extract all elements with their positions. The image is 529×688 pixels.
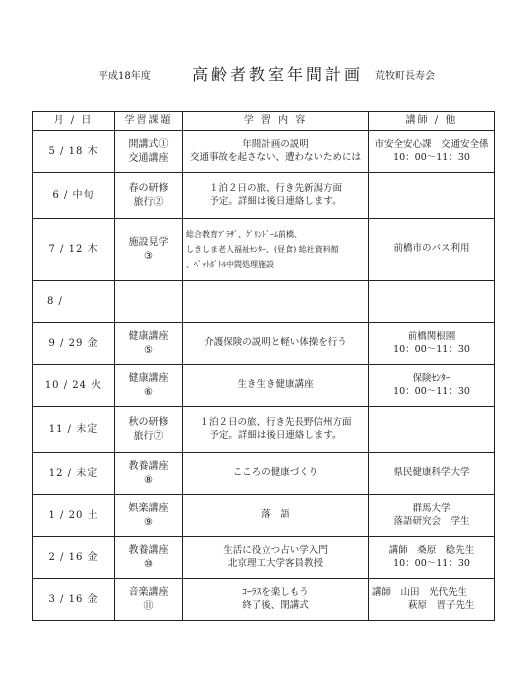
row-content: 総合教育ﾌﾟﾗｻﾞ、ｸﾞﾘﾝﾄﾞｰﾑ前橋、 しきしま老人福祉ｾﾝﾀｰ、(昼食) 総社資料館 、ﾍﾟｯﾄﾎﾞﾄﾙ中間処理施設 (183, 219, 369, 281)
row-content: 落 語 (183, 495, 369, 537)
annual-plan-table (32, 111, 495, 621)
row-teacher (369, 281, 495, 323)
table-row (33, 323, 495, 365)
row-subject: 音楽講座 ⑪ (115, 579, 183, 621)
row-date: 1 / 20 土 (33, 495, 115, 537)
row-date: 3 / 16 金 (33, 579, 115, 621)
organization-name: 荒牧町長寿会 (375, 71, 435, 82)
table-row (33, 407, 495, 453)
row-teacher: 講師 山田 光代先生 萩原 晋子先生 (369, 579, 495, 621)
row-subject (115, 281, 183, 323)
table-row (33, 453, 495, 495)
row-date: 9 / 29 金 (33, 323, 115, 365)
row-teacher: 市安全安心課 交通安全係 10：00～11：30 (369, 131, 495, 173)
row-subject: 開講式① 交通講座 (115, 131, 183, 173)
row-date: 11 / 未定 (33, 407, 115, 453)
row-subject: 教養講座 ⑩ (115, 537, 183, 579)
row-date: 5 / 18 木 (33, 131, 115, 173)
row-subject: 教養講座 ⑧ (115, 453, 183, 495)
row-date: 6 / 中旬 (33, 173, 115, 219)
row-teacher: 講師 桑原 稔先生 10：00～11：30 (369, 537, 495, 579)
column-header-date: 月 / 日 (33, 112, 115, 131)
row-subject: 娯楽講座 ⑨ (115, 495, 183, 537)
row-content (183, 281, 369, 323)
row-content: こころの健康づくり (183, 453, 369, 495)
table-header-row (33, 112, 495, 131)
row-content: １泊２日の旅、行き先長野信州方面 予定。詳細は後日連絡します。 (183, 407, 369, 453)
row-subject: 健康講座 ⑥ (115, 365, 183, 407)
fiscal-year: 平成18年度 (98, 71, 151, 82)
column-header-teacher: 講師 / 他 (369, 112, 495, 131)
row-content: 生き生き健康講座 (183, 365, 369, 407)
row-content: ｺｰﾗｽを楽しもう 終了後、閉講式 (183, 579, 369, 621)
document-title: 高齢者教室年間計画 (192, 65, 364, 84)
row-subject: 施設見学 ③ (115, 219, 183, 281)
row-subject: 健康講座 ⑤ (115, 323, 183, 365)
table-row (33, 365, 495, 407)
row-teacher: 群馬大学 落語研究会 学生 (369, 495, 495, 537)
row-content: 介護保険の説明と軽い体操を行う (183, 323, 369, 365)
document-header (0, 62, 529, 84)
row-content: 年間計画の説明 交通事故を起さない、遭わないためには (183, 131, 369, 173)
row-teacher (369, 407, 495, 453)
column-header-content: 学 習 内 容 (183, 112, 369, 131)
row-date: 10 / 24 火 (33, 365, 115, 407)
row-subject: 春の研修 旅行② (115, 173, 183, 219)
row-teacher: 前橋市のバス利用 (369, 219, 495, 281)
row-content: 生活に役立つ占い学入門 北京理工大学客員教授 (183, 537, 369, 579)
table-row (33, 131, 495, 173)
row-date: 7 / 12 木 (33, 219, 115, 281)
row-teacher: 保険ｾﾝﾀｰ 10：00～11：30 (369, 365, 495, 407)
row-teacher: 前橋関根園 10：00～11：30 (369, 323, 495, 365)
row-date: 8 / (33, 281, 115, 323)
table-row (33, 281, 495, 323)
column-header-subject: 学習課題 (115, 112, 183, 131)
table-row (33, 173, 495, 219)
row-content: １泊２日の旅、行き先新潟方面 予定。詳細は後日連絡します。 (183, 173, 369, 219)
table-row (33, 219, 495, 281)
row-date: 12 / 未定 (33, 453, 115, 495)
table-row (33, 537, 495, 579)
table-row (33, 579, 495, 621)
row-subject: 秋の研修 旅行⑦ (115, 407, 183, 453)
table-row (33, 495, 495, 537)
row-date: 2 / 16 金 (33, 537, 115, 579)
row-teacher (369, 173, 495, 219)
row-teacher: 県民健康科学大学 (369, 453, 495, 495)
